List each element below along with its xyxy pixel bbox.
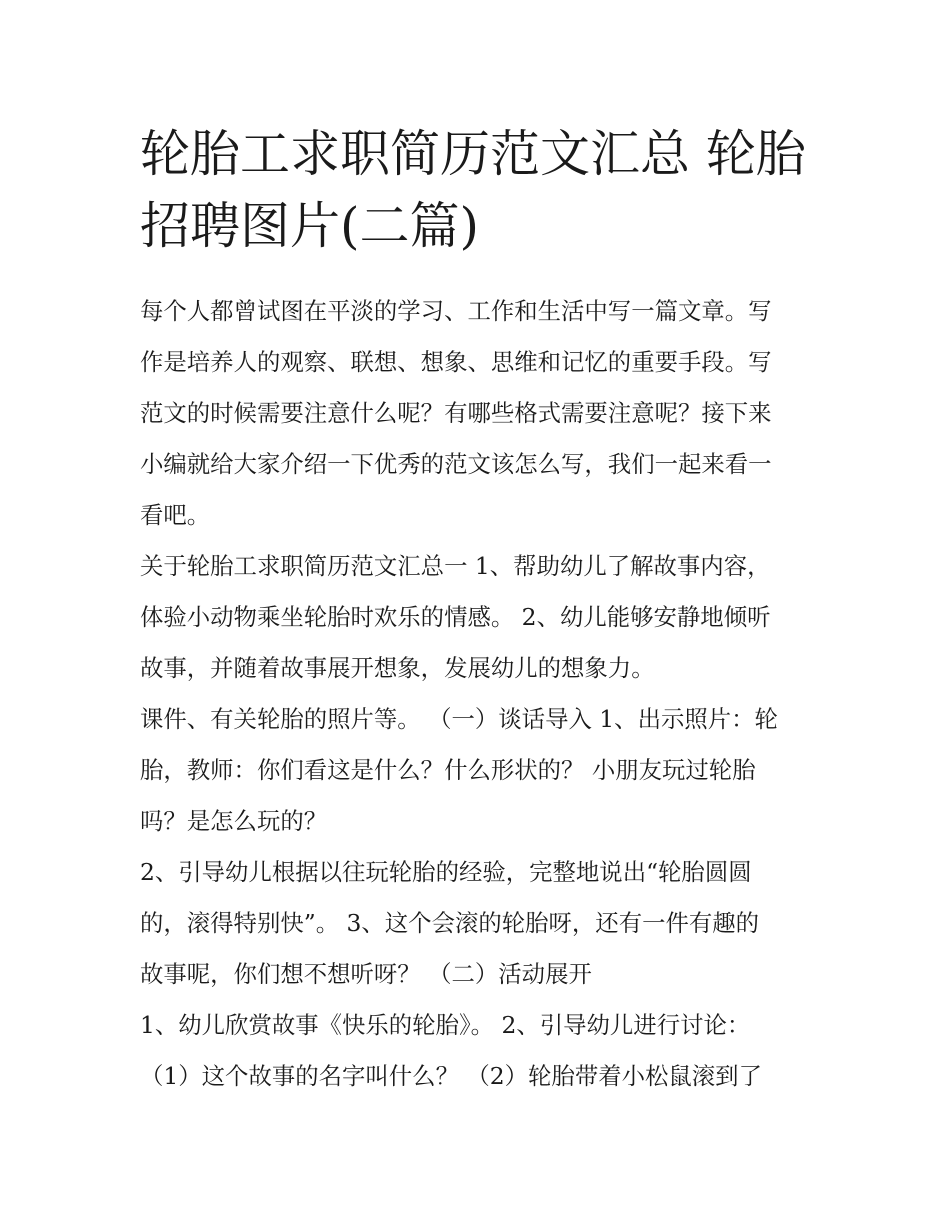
paragraph-goals (140, 541, 820, 694)
text-line: 每个人都曾试图在平淡的学习、工作和生活中写一篇文章。写 (140, 297, 772, 325)
text-line: 故事，并随着故事展开想象，发展幼儿的想象力。 (140, 654, 655, 682)
document-content (140, 118, 820, 1102)
text-line: 看吧。 (140, 501, 211, 529)
text-line: 作是培养人的观察、联想、想象、思维和记忆的重要手段。写 (140, 348, 772, 376)
text-line: 课件、有关轮胎的照片等。 （一）谈话导入 1、出示照片：轮 (140, 705, 778, 733)
document-body (140, 286, 820, 1102)
paragraph-activity (140, 1000, 820, 1102)
text-line: 体验小动物乘坐轮胎时欢乐的情感。 2、幼儿能够安静地倾听 (140, 603, 771, 631)
text-line: 吗？是怎么玩的？ (140, 807, 328, 835)
text-line: （1）这个故事的名字叫什么？ （2）轮胎带着小松鼠滚到了 (140, 1062, 762, 1090)
title-line: 轮胎工求职简历范文汇总 轮胎 (140, 125, 806, 183)
text-line: 胎，教师：你们看这是什么？什么形状的？ 小朋友玩过轮胎 (140, 756, 756, 784)
paragraph-guidance (140, 847, 820, 1000)
paragraph-intro (140, 286, 820, 541)
text-line: 小编就给大家介绍一下优秀的范文该怎么写，我们一起来看一 (140, 450, 772, 478)
text-line: 1、幼儿欣赏故事《快乐的轮胎》。 2、引导幼儿进行讨论： (140, 1011, 751, 1039)
text-line: 范文的时候需要注意什么呢？有哪些格式需要注意呢？接下来 (140, 399, 772, 427)
paragraph-materials (140, 694, 820, 847)
text-line: 关于轮胎工求职简历范文汇总一 1、帮助幼儿了解故事内容， (140, 552, 771, 580)
text-line: 的，滚得特别快”。 3、这个会滚的轮胎呀，还有一件有趣的 (140, 909, 760, 937)
text-line: 故事呢，你们想不想听呀？ （二）活动展开 (140, 960, 592, 988)
title-line: 招聘图片(二篇) (140, 197, 480, 255)
document-title (140, 118, 820, 262)
text-line: 2、引导幼儿根据以往玩轮胎的经验，完整地说出“轮胎圆圆 (140, 858, 752, 886)
